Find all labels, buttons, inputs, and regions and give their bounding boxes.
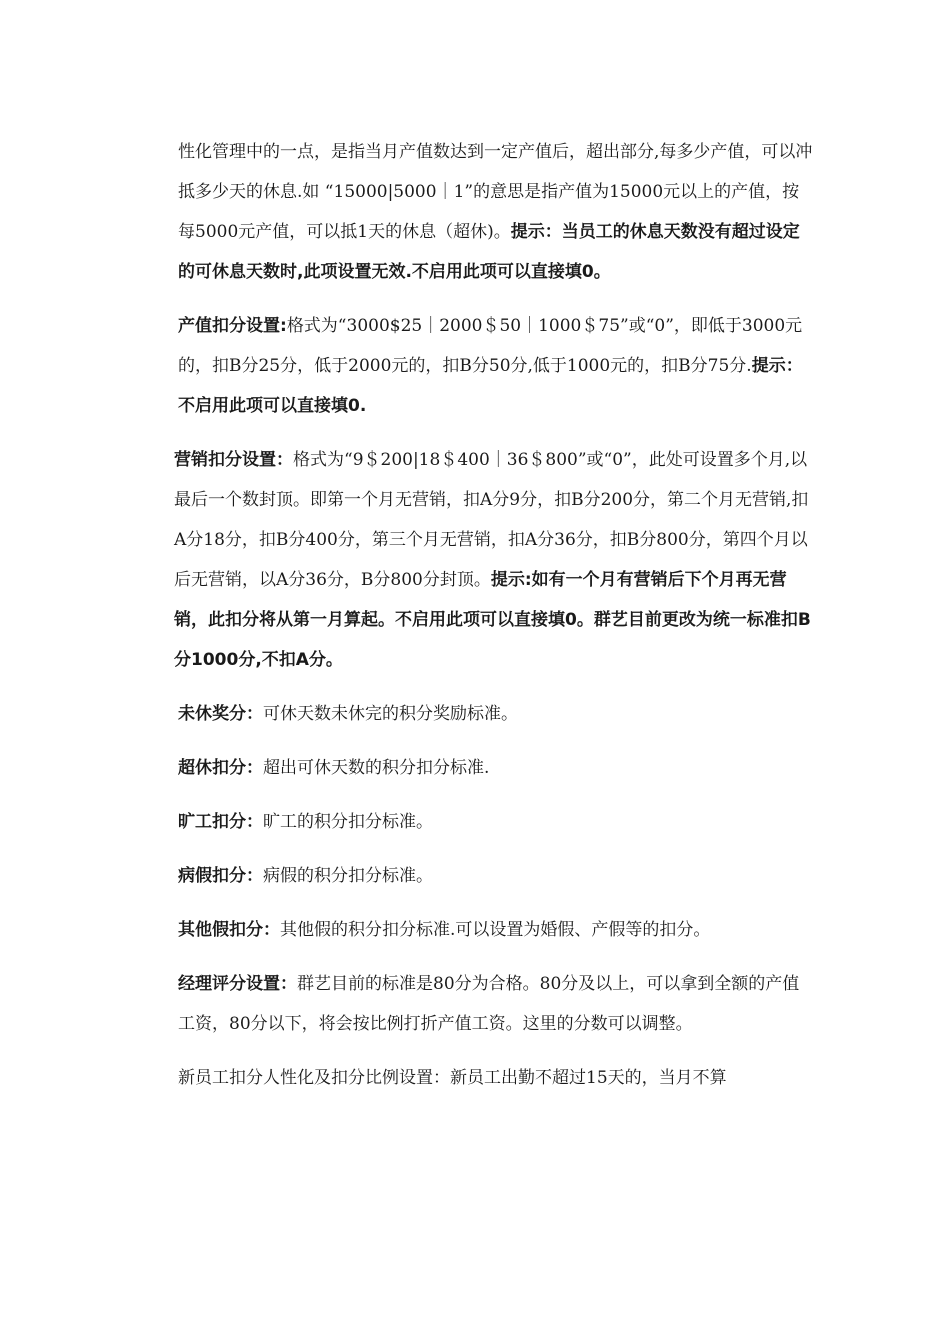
paragraph-text: 格式为“3000$25｜2000＄50｜1000＄75”或“0”，即低于3000元的，扣B分25分，低于2000元的，扣B分50分,低于1000元的，扣B分75分. [178, 316, 803, 376]
paragraph-label: 产值扣分设置: [178, 316, 287, 336]
paragraph-label: 超休扣分： [178, 758, 263, 778]
document-body [174, 132, 814, 1098]
paragraph-text: 格式为“9＄200|18＄400｜36＄800”或“0”，此处可设置多个月,以最后一个数封顶。即第一个月无营销，扣A分9分，扣B分200分，第二个月无营销,扣A分18分，扣B分400分，第三个月无营销，扣A分36分，扣B分800分，第四个月以后无营销，以A分36分，B分800分封顶。 [174, 450, 809, 590]
paragraph-text: 可休天数未休完的积分奖励标准。 [263, 704, 518, 724]
paragraph-new-employee-deduction [178, 1058, 814, 1098]
paragraph-unused-leave-bonus [178, 694, 814, 734]
paragraph-manager-score [178, 964, 814, 1044]
paragraph-other-leave-deduction [178, 910, 814, 950]
paragraph-tip: 提示：不启用此项可以直接填0. [178, 356, 803, 416]
paragraph-overtime-leave-deduction [178, 748, 814, 788]
paragraph-text: 群艺目前的标准是80分为合格。80分及以上，可以拿到全额的产值工资，80分以下，将会按比例打折产值工资。这里的分数可以调整。 [178, 974, 800, 1034]
paragraph-label: 未休奖分： [178, 704, 263, 724]
paragraph-output-offset [178, 132, 814, 292]
paragraph-tip: 提示：当员工的休息天数没有超过设定的可休息天数时,此项设置无效.不启用此项可以直接填0。 [178, 222, 800, 282]
paragraph-text: 旷工的积分扣分标准。 [263, 812, 433, 832]
paragraph-absence-deduction [178, 802, 814, 842]
paragraph-text: 病假的积分扣分标准。 [263, 866, 433, 886]
paragraph-sick-leave-deduction [178, 856, 814, 896]
paragraph-text: 性化管理中的一点，是指当月产值数达到一定产值后，超出部分,每多少产值，可以冲抵多少天的休息.如 “15000|5000｜1”的意思是指产值为15000元以上的产值，按每5000元产值，可以抵1天的休息（超休)。 [178, 142, 813, 242]
paragraph-label: 其他假扣分： [178, 920, 280, 940]
paragraph-label: 营销扣分设置： [174, 450, 293, 470]
paragraph-label: 旷工扣分： [178, 812, 263, 832]
paragraph-marketing-deduction [174, 440, 814, 680]
paragraph-label: 病假扣分： [178, 866, 263, 886]
paragraph-text: 其他假的积分扣分标准.可以设置为婚假、产假等的扣分。 [280, 920, 711, 940]
paragraph-label: 经理评分设置： [178, 974, 297, 994]
paragraph-tip: 提示:如有一个月有营销后下个月再无营销，此扣分将从第一月算起。不启用此项可以直接填0。群艺目前更改为统一标准扣B分1000分,不扣A分。 [174, 570, 811, 670]
paragraph-text: 超出可休天数的积分扣分标准. [263, 758, 490, 778]
paragraph-output-deduction [178, 306, 814, 426]
paragraph-text: 新员工扣分人性化及扣分比例设置：新员工出勤不超过15天的，当月不算 [178, 1068, 727, 1088]
